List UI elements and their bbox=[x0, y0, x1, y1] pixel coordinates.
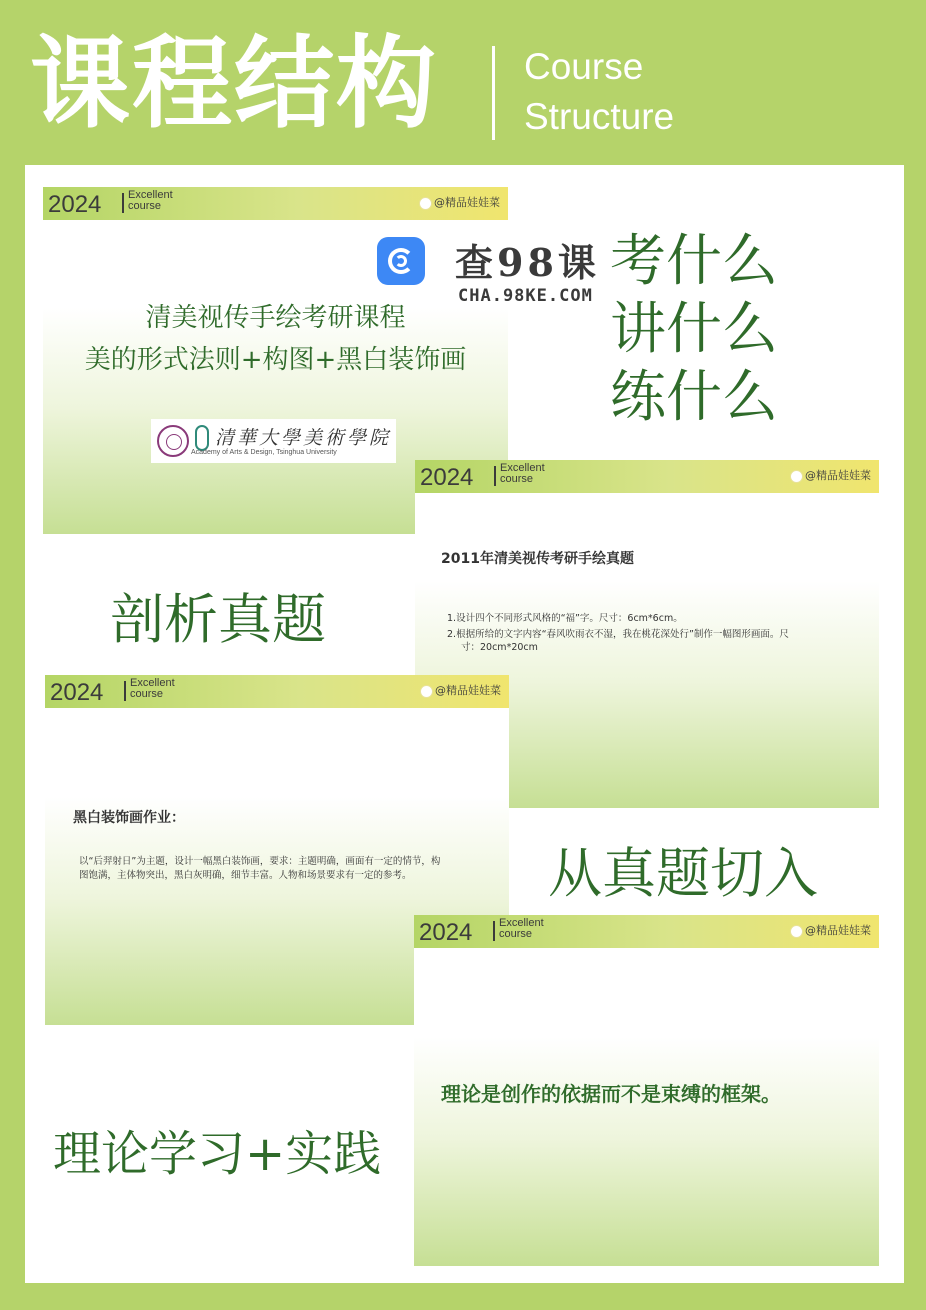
header-subtitle-line1: Course bbox=[524, 46, 644, 87]
watermark-url: CHA.98KE.COM bbox=[458, 286, 593, 306]
slide-tagline bbox=[499, 918, 544, 940]
slide-brand bbox=[790, 469, 871, 483]
label-congzhenti: 从真题切入 bbox=[548, 842, 818, 905]
label-jiang: 讲什么 bbox=[610, 297, 778, 362]
slide-brand bbox=[790, 924, 871, 938]
slide-year: 2024 bbox=[48, 191, 102, 218]
slide2-question-2b: 寸：20cm*20cm bbox=[461, 642, 538, 653]
brand-dot-icon bbox=[790, 470, 803, 483]
slide-year: 2024 bbox=[50, 679, 104, 706]
slide-tagline bbox=[500, 463, 545, 485]
slide-brand-text: @精品娃娃菜 bbox=[434, 196, 500, 209]
slide-brand bbox=[420, 684, 501, 698]
slide4-quote: 理论是创作的依据而不是束缚的框架。 bbox=[441, 1082, 781, 1106]
slide-tag-excellent: Excellent bbox=[500, 462, 545, 474]
slide-divider bbox=[494, 466, 496, 486]
academy-mark-icon bbox=[195, 425, 209, 451]
slide3-title: 黑白装饰画作业： bbox=[73, 810, 185, 826]
slide3-line-1: 以“后羿射日”为主题，设计一幅黑白装饰画，要求：主题明确，画面有一定的情节，构 bbox=[79, 856, 441, 867]
brand-dot-icon bbox=[419, 197, 432, 210]
header-subtitle bbox=[524, 42, 674, 142]
page-title: 课程结构 bbox=[30, 25, 438, 142]
slide-tagline bbox=[130, 678, 175, 700]
slide-tag-course: course bbox=[500, 473, 534, 485]
slide-header-bar bbox=[415, 460, 879, 493]
brand-dot-icon bbox=[420, 685, 433, 698]
slide2-question-2a: 2.根据所给的文字内容“春风吹雨衣不湿，我在桃花深处行”制作一幅图形画面。尺 bbox=[447, 629, 789, 640]
slide-brand-text: @精品娃娃菜 bbox=[805, 469, 871, 482]
watermark-logo-icon bbox=[377, 237, 425, 285]
label-lian: 练什么 bbox=[610, 365, 778, 430]
slide-header-bar bbox=[43, 187, 508, 220]
header-divider bbox=[492, 46, 495, 140]
label-pouxi: 剖析真题 bbox=[110, 588, 326, 651]
slide-divider bbox=[124, 681, 126, 701]
slide-tag-excellent: Excellent bbox=[128, 189, 173, 201]
slide-tag-course: course bbox=[128, 200, 162, 212]
slide2-title: 2011年清美视传考研手绘真题 bbox=[441, 551, 634, 567]
tsinghua-seal-icon bbox=[157, 425, 189, 457]
slide-tag-excellent: Excellent bbox=[130, 677, 175, 689]
slide-tag-course: course bbox=[130, 688, 164, 700]
slide-brand-text: @精品娃娃菜 bbox=[435, 684, 501, 697]
slide-divider bbox=[122, 193, 124, 213]
slide3-line-2: 图饱满，主体物突出，黑白灰明确，细节丰富。人物和场景要求有一定的参考。 bbox=[79, 870, 412, 881]
content-panel bbox=[25, 165, 904, 1283]
logo-chinese-text: 清華大學美術學院 bbox=[215, 427, 392, 449]
slide-tagline bbox=[128, 190, 173, 212]
slide1-line2: 美的形式法则+构图+黑白装饰画 bbox=[84, 345, 467, 375]
tsinghua-logo bbox=[151, 419, 396, 463]
slide2-question-1: 1.设计四个不同形式风格的“福”字。尺寸：6cm*6cm。 bbox=[447, 613, 683, 624]
slide-divider bbox=[493, 921, 495, 941]
watermark-text: 查98课 bbox=[455, 240, 600, 285]
label-lilun: 理论学习+实践 bbox=[53, 1126, 382, 1182]
slide-header-bar bbox=[45, 675, 509, 708]
slide-body bbox=[414, 948, 879, 1266]
slide-tag-course: course bbox=[499, 928, 533, 940]
slide-year: 2024 bbox=[420, 464, 474, 491]
slide-theory-quote bbox=[414, 915, 879, 1266]
header-subtitle-line2: Structure bbox=[524, 96, 675, 137]
slide-year: 2024 bbox=[419, 919, 473, 946]
slide-brand bbox=[419, 196, 500, 210]
slide1-line1: 清美视传手绘考研课程 bbox=[145, 303, 406, 333]
slide-tag-excellent: Excellent bbox=[499, 917, 544, 929]
slide-header-bar bbox=[414, 915, 879, 948]
label-kao: 考什么 bbox=[610, 229, 778, 294]
logo-english-text: Academy of Arts & Design, Tsinghua University bbox=[191, 449, 337, 456]
brand-dot-icon bbox=[790, 925, 803, 938]
slide-brand-text: @精品娃娃菜 bbox=[805, 924, 871, 937]
